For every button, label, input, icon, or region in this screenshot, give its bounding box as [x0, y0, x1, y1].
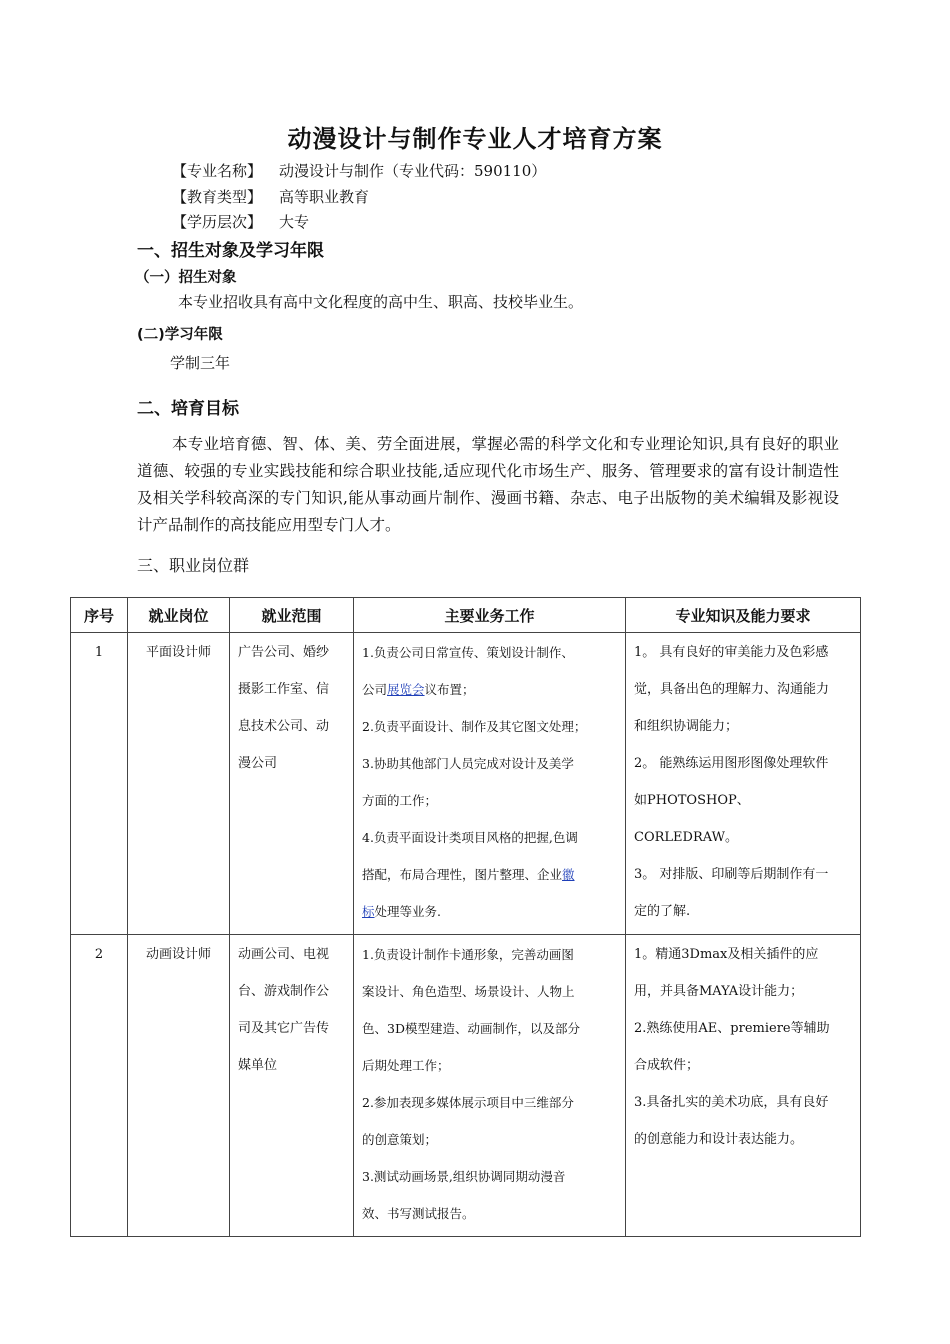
text-fragment: 公司	[362, 682, 388, 697]
subsection-heading: （一）招生对象	[135, 270, 237, 286]
meta-key: 【教育类型】	[172, 188, 263, 206]
text-fragment: 议布置；	[424, 682, 475, 697]
text-line: 司及其它广告传	[238, 1021, 330, 1036]
text-fragment: 搭配，布局合理性，图片整理、企业	[362, 867, 563, 882]
document-title: 动漫设计与制作专业人才培育方案	[287, 125, 663, 153]
text-line: 用，并具备MAYA设计能力；	[634, 984, 804, 999]
text-line	[362, 856, 617, 893]
text-line: 摄影工作室、信	[238, 682, 330, 697]
text-line: 3.协助其他部门人员完成对设计及美学	[362, 756, 574, 771]
text-line: 台、游戏制作公	[238, 984, 330, 999]
meta-value: 高等职业教育	[279, 188, 370, 206]
requirements	[626, 633, 861, 935]
text-line: 定的了解.	[634, 904, 691, 919]
text-line: 1。 具有良好的审美能力及色彩感	[634, 645, 829, 660]
row-number: 1	[71, 633, 128, 935]
header-cell: 序号	[71, 598, 128, 633]
duration-text: 学制三年	[170, 354, 231, 372]
main-work	[354, 935, 626, 1237]
job-scope	[230, 633, 354, 935]
section-heading: 一、招生对象及学习年限	[137, 241, 324, 261]
header-cell: 就业岗位	[128, 598, 230, 633]
job-positions-table	[70, 597, 861, 1237]
meta-degree	[172, 211, 309, 232]
emblem-link-part1[interactable]: 徽	[562, 867, 575, 882]
text-line: 的创意策划；	[362, 1132, 438, 1147]
emblem-link-part2[interactable]: 标	[362, 904, 375, 919]
text-line: 觉，具备出色的理解力、沟通能力	[634, 682, 830, 697]
row-number: 2	[71, 935, 128, 1237]
text-line: 息技术公司、动	[238, 719, 330, 734]
exhibition-link[interactable]: 展览会	[387, 682, 425, 697]
header-cell: 专业知识及能力要求	[626, 598, 861, 633]
text-line: 的创意能力和设计表达能力。	[634, 1132, 804, 1147]
text-line: 色、3D模型建造、动画制作，以及部分	[362, 1021, 580, 1036]
job-post: 动画设计师	[128, 935, 230, 1237]
table-header-row	[71, 598, 861, 633]
training-goal-paragraph: 本专业培育德、智、体、美、劳全面进展，掌握必需的科学文化和专业理论知识,具有良好的职业道德、较强的专业实践技能和综合职业技能,适应现代化市场生产、服务、管理要求的富有设计制造性及相关学科较高深的专门知识,能从事动画片制作、漫画书籍、杂志、电子出版物的美术编辑及影视设计产品制作的高技能应用型专门人才。	[137, 435, 839, 534]
text-line: 2.参加表现多媒体展示项目中三维部分	[362, 1095, 574, 1110]
text-line: 效、书写测试报告。	[362, 1206, 475, 1221]
section-heading: 三、职业岗位群	[137, 556, 250, 575]
text-line: 2。 能熟练运用图形图像处理软件	[634, 756, 829, 771]
text-line: 广告公司、婚纱	[238, 645, 330, 660]
meta-major	[172, 160, 546, 181]
text-line: 1.负责公司日常宣传、策划设计制作、	[362, 645, 574, 660]
text-line: 2.负责平面设计、制作及其它图文处理；	[362, 719, 587, 734]
job-scope	[230, 935, 354, 1237]
text-line: 和组织协调能力；	[634, 719, 739, 734]
text-line: 案设计、角色造型、场景设计、人物上	[362, 984, 575, 999]
meta-value: 动漫设计与制作（专业代码：590110）	[279, 162, 547, 180]
table-row	[71, 935, 861, 1237]
text-line: 漫公司	[238, 756, 278, 771]
text-line: 1.负责设计制作卡通形象，完善动画图	[362, 947, 574, 962]
text-line: 2.熟练使用AE、premiere等辅助	[634, 1021, 830, 1036]
header-cell: 主要业务工作	[354, 598, 626, 633]
text-line: 动画公司、电视	[238, 947, 330, 962]
meta-key: 【专业名称】	[172, 162, 263, 180]
text-line: 4.负责平面设计类项目风格的把握,色调	[362, 830, 578, 845]
text-line: 合成软件；	[634, 1058, 700, 1073]
text-line: 媒单位	[238, 1058, 278, 1073]
text-line: 3.测试动画场景,组织协调同期动漫音	[362, 1169, 566, 1184]
table-row	[71, 633, 861, 935]
main-work	[354, 633, 626, 935]
text-line: 方面的工作；	[362, 793, 438, 808]
text-line: 1。精通3Dmax及相关插件的应	[634, 947, 819, 962]
section-heading: 二、培育目标	[137, 399, 239, 419]
text-line	[362, 671, 617, 708]
meta-key: 【学历层次】	[172, 213, 263, 231]
text-fragment: 处理等业务.	[374, 904, 441, 919]
header-cell: 就业范围	[230, 598, 354, 633]
subsection-heading: (二)学习年限	[137, 327, 223, 343]
meta-edu-type	[172, 186, 369, 207]
text-line: 3.具备扎实的美术功底，具有良好	[634, 1095, 829, 1110]
text-line: 3。 对排版、印刷等后期制作有一	[634, 867, 829, 882]
meta-value: 大专	[279, 213, 310, 231]
job-post: 平面设计师	[128, 633, 230, 935]
requirements	[626, 935, 861, 1237]
text-line	[362, 893, 617, 930]
text-line: 后期处理工作；	[362, 1058, 450, 1073]
enrollment-text: 本专业招收具有高中文化程度的高中生、职高、技校毕业生。	[178, 293, 584, 311]
text-line: 如PHOTOSHOP、CORLEDRAW。	[634, 793, 750, 845]
